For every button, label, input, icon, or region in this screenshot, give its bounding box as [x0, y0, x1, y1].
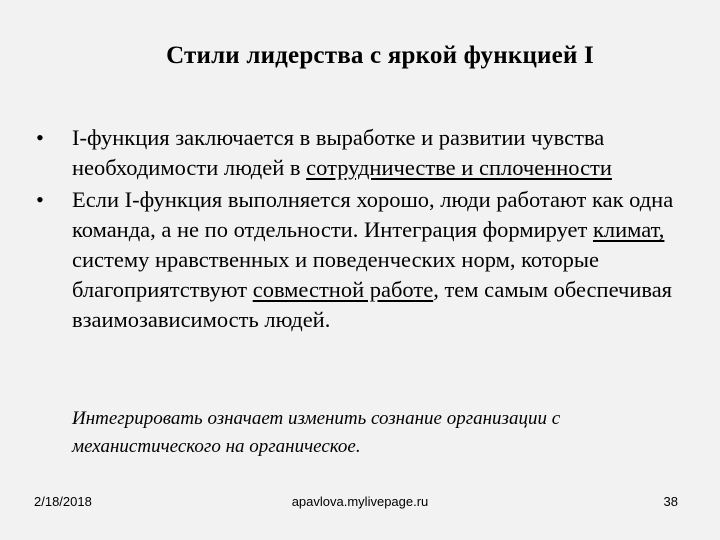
bullet-item-2 [36, 185, 686, 335]
bullet-icon: • [36, 187, 44, 212]
bullet-text-2-part-1: Если I-функция выполняется хорошо, люди работают как одна команда, а не по отдельности. Интеграция формирует [72, 187, 674, 242]
bullet-text-2-underlined-2: совместной работе [252, 277, 434, 302]
bullet-item-1 [36, 123, 686, 183]
footer-url: apavlova.mylivepage.ru [291, 494, 429, 509]
bullet-text-1-underlined-1: сотрудничестве и сплоченности [306, 155, 612, 180]
slide-title: Стили лидерства с яркой функцией I [166, 42, 594, 69]
bullet-text-2-underlined-1: климат, [592, 217, 665, 242]
bullet-text-2-part-3: , тем самым обеспечивая взаимозависимость людей. [72, 277, 673, 332]
bullet-list [36, 123, 686, 335]
italic-note: Интегрировать означает изменить сознание организации с механистического на органическое. [72, 408, 561, 457]
footer-date: 2/18/2018 [34, 494, 92, 509]
bullet-text-2-part-2: систему нравственных и поведенческих норм, которые благоприятствуют [72, 247, 599, 302]
bullet-icon: • [36, 125, 44, 150]
footer-page-number: 38 [663, 494, 678, 509]
bullet-text-1-part-1: I-функция заключается в выработке и развитии чувства необходимости людей в [72, 125, 605, 180]
